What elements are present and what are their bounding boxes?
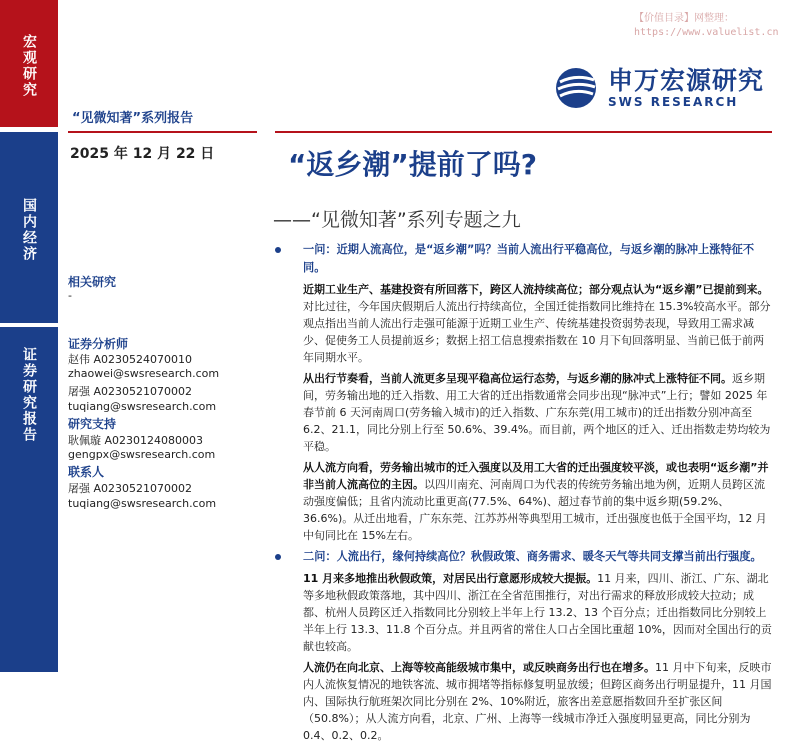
contact-line: 屠强 A0230521070002 bbox=[68, 482, 193, 495]
sidebar-tab-domestic-economy bbox=[0, 132, 58, 323]
paragraph-body: 11 月中下旬来，反映市内人流恢复情况的地铁客流、城市拥堵等指标修复明显放缓；但跨区商务出行明显提升，11 月国内、国际执行航班架次同比分别在 2%、10%附近，旅客出差意愿指数回升至扩张区间（50.8%）；从人流方向看，北京、广州、上海等一线城市净迁入强度明显更高，同比分别为 0.4、0.2、0.2。 bbox=[303, 661, 772, 742]
analyst-line: 屠强 A0230521070002 bbox=[68, 385, 193, 398]
report-date: 2025 年 12 月 22 日 bbox=[70, 146, 215, 162]
bullet-icon bbox=[275, 554, 281, 560]
section bbox=[275, 548, 772, 744]
paragraph-lead: 人流仍在向北京、上海等较高能级城市集中，或反映商务出行也在增多。 bbox=[303, 661, 655, 674]
watermark bbox=[634, 12, 779, 40]
paragraph bbox=[303, 570, 772, 655]
paragraph-body: 返乡期间，劳务输出地的迁入指数、用工大省的迁出指数通常会同步出现“脉冲式”上行；譬如 2025 年春节前 6 天河南周口(劳务输入城市)的迁入指数、广东东莞(用工城市)的迁出指数分别冲高至 6.2、21.1，同比分别上行至 50.6%、39.4%。而目前，两个地区的迁入、迁出指数走势均较为平稳。 bbox=[303, 372, 771, 453]
divider bbox=[68, 131, 257, 133]
support-heading: 研究支持 bbox=[68, 417, 117, 431]
watermark-line: 【价值目录】网整理： bbox=[634, 13, 734, 24]
paragraph-body: 以四川南充、河南周口为代表的传统劳务输出地为例，近期人员跨区流动强度偏低；且省内流动比重更高(77.5%、64%)、超过春节前的集中返乡期(59.2%、36.6%)。从迁出地看，广东东莞、江苏苏州等典型用工城市，迁出强度也低于全国平均，12 月中旬同比在 15%左右。 bbox=[303, 478, 767, 542]
series-label: “见微知著”系列报告 bbox=[72, 111, 194, 126]
support-line: 耿佩璇 A0230124080003 bbox=[68, 434, 204, 447]
logo-mark-icon bbox=[548, 66, 604, 110]
paragraph-body: 对比过往，今年国庆假期后人流出行持续高位，全国迁徙指数同比维持在 15.3%较高水平。部分观点指出当前人流出行走强可能源于近期工业生产、传统基建投资弱势表现，导致用工需求减少、促使务工人员提前返乡；数据上招工信息搜索指数在 10 月下旬回落明显、当前已低于前两年同期水平。 bbox=[303, 300, 771, 364]
section-heading bbox=[275, 241, 772, 277]
analyst-email[interactable]: zhaowei@swsresearch.com bbox=[68, 367, 220, 380]
paragraph bbox=[303, 370, 772, 455]
related-research-value: - bbox=[68, 289, 72, 302]
support-email[interactable]: gengpx@swsresearch.com bbox=[68, 448, 216, 461]
divider bbox=[275, 131, 772, 133]
related-research-heading: 相关研究 bbox=[68, 275, 117, 289]
analyst-email[interactable]: tuqiang@swsresearch.com bbox=[68, 400, 217, 413]
sidebar-tab-label: 宏观研究 bbox=[21, 34, 37, 98]
analysts-heading: 证券分析师 bbox=[68, 337, 129, 351]
section-heading bbox=[275, 548, 772, 566]
sidebar-tab-securities-report bbox=[0, 327, 58, 672]
sidebar-tab-label: 国内经济 bbox=[21, 198, 37, 262]
paragraph-body: 11 月来，四川、浙江、广东、湖北等多地秋假政策落地，其中四川、浙江在全省范围推行，对出行需求的释放形成较大拉动；成都、杭州人员跨区迁入指数同比分别较上半年上行 13.2、13 个百分点；迁出指数同比分别较上半年上行 13.3、11.8 个百分点。并且两省的常住人口占全国比重超 10%，因而对全国出行的贡献也较高。 bbox=[303, 572, 772, 653]
section bbox=[275, 241, 772, 544]
paragraph bbox=[303, 659, 772, 744]
report-summary bbox=[275, 241, 772, 748]
company-logo bbox=[548, 66, 764, 110]
sidebar-tab-label: 证券研究报告 bbox=[21, 347, 37, 443]
paragraph-lead: 从人流方向看，劳务输出城市的迁入强度以及用工大省的迁出强度较平淡，或也表明“返乡潮”并非当前人流高位的主因。 bbox=[303, 461, 769, 491]
watermark-url: https://www.valuelist.cn bbox=[634, 27, 779, 38]
section-heading-text: 二问：人流出行，缘何持续高位？秋假政策、商务需求、暖冬天气等共同支撑当前出行强度。 bbox=[303, 550, 762, 563]
report-title: “返乡潮”提前了吗? bbox=[288, 148, 538, 181]
contact-heading: 联系人 bbox=[68, 465, 105, 479]
analyst-line: 赵伟 A0230524070010 bbox=[68, 353, 193, 366]
paragraph-lead: 近期工业生产、基建投资有所回落下，跨区人流持续高位；部分观点认为“返乡潮”已提前到来。 bbox=[303, 283, 769, 296]
paragraph bbox=[303, 459, 772, 544]
bullet-icon bbox=[275, 247, 281, 253]
logo-chinese-name: 申万宏源研究 bbox=[608, 66, 765, 95]
sidebar-tab-macro bbox=[0, 0, 58, 127]
paragraph-lead: 从出行节奏看，当前人流更多呈现平稳高位运行态势，与返乡潮的脉冲式上涨特征不同。 bbox=[303, 372, 732, 385]
paragraph-lead: 11 月来多地推出秋假政策，对居民出行意愿形成较大提振。 bbox=[303, 572, 598, 585]
section-heading-text: 一问：近期人流高位，是“返乡潮”吗？当前人流出行平稳高位，与返乡潮的脉冲上涨特征不同。 bbox=[303, 243, 755, 274]
report-subtitle: ——“见微知著”系列专题之九 bbox=[273, 209, 521, 231]
logo-english-name: SWS RESEARCH bbox=[608, 95, 739, 109]
contact-email[interactable]: tuqiang@swsresearch.com bbox=[68, 497, 217, 510]
paragraph bbox=[303, 281, 772, 366]
